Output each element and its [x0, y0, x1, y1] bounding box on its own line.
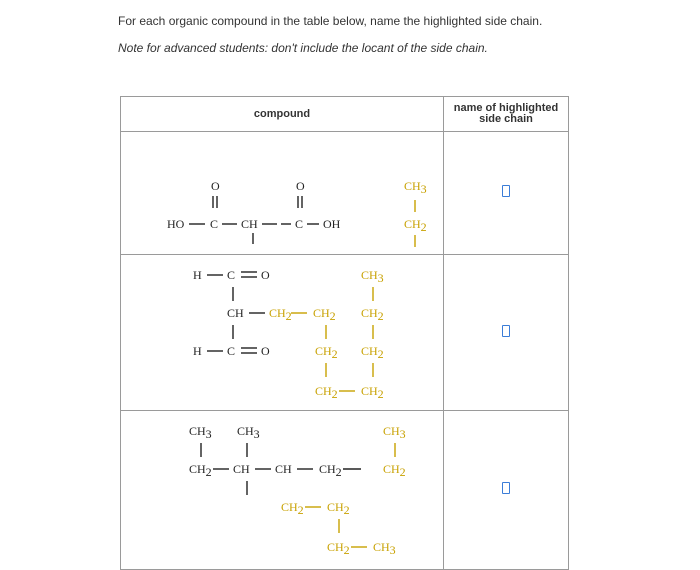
atom-label: CH: [241, 217, 258, 231]
hl-atom: CH3: [373, 540, 396, 557]
structure-3: [121, 411, 443, 569]
atom-label: CH3: [237, 424, 260, 441]
atom-label: O: [211, 179, 220, 193]
compound-cell: [121, 411, 444, 570]
compound-table: [120, 96, 569, 570]
hl-atom: CH2: [404, 217, 427, 234]
table-row: [121, 255, 569, 411]
answer-input[interactable]: [502, 325, 510, 337]
hl-atom: CH2: [269, 306, 292, 323]
table-row: [121, 411, 569, 570]
atom-label: C: [210, 217, 219, 231]
answer-cell: [444, 411, 569, 570]
hl-atom: CH3: [383, 424, 406, 441]
atom-label: H: [193, 268, 202, 282]
atom-label: H: [193, 344, 202, 358]
answer-input[interactable]: [502, 185, 510, 197]
atom-label: CH2: [319, 462, 342, 479]
hl-atom: CH2: [361, 306, 384, 323]
atom-label: CH2: [189, 462, 212, 479]
hl-atom: CH2: [361, 344, 384, 361]
hl-atom: CH2: [281, 500, 304, 517]
atom-label: HO: [167, 217, 185, 231]
atom-label: O: [261, 344, 270, 358]
header-row: [121, 97, 569, 132]
atom-label: C: [227, 344, 236, 358]
atom-label: CH3: [189, 424, 212, 441]
compound-cell: [121, 132, 444, 255]
atom-label: CH: [227, 306, 244, 320]
compound-table-wrapper: [120, 96, 569, 570]
atom-label: OH: [323, 217, 341, 231]
hl-atom: CH3: [361, 268, 384, 285]
compound-cell: [121, 255, 444, 411]
structure-2: [121, 255, 443, 410]
instructions: [118, 14, 542, 68]
answer-cell: [444, 132, 569, 255]
atom-label: CH: [275, 462, 292, 476]
answer-input[interactable]: [502, 482, 510, 494]
structure-1: [121, 132, 443, 254]
hl-atom: CH2: [361, 384, 384, 401]
atom-label: O: [261, 268, 270, 282]
compound-header: compound: [121, 97, 444, 132]
atom-label: O: [296, 179, 305, 193]
atom-label: CH: [233, 462, 250, 476]
hl-atom: CH3: [404, 179, 427, 196]
hl-atom: CH2: [315, 344, 338, 361]
hl-atom: CH2: [327, 540, 350, 557]
answer-cell: [444, 255, 569, 411]
hl-atom: CH2: [327, 500, 350, 517]
side-chain-header: name of highlighted side chain: [444, 97, 569, 132]
instruction-text: For each organic compound in the table below, name the highlighted side chain.: [118, 14, 543, 28]
atom-label: C: [227, 268, 236, 282]
hl-atom: CH2: [315, 384, 338, 401]
atom-label: C: [295, 217, 304, 231]
advanced-note: Note for advanced students: don't include the locant of the side chain.: [118, 41, 488, 55]
hl-atom: CH2: [313, 306, 336, 323]
hl-atom: CH2: [383, 462, 406, 479]
table-row: [121, 132, 569, 255]
